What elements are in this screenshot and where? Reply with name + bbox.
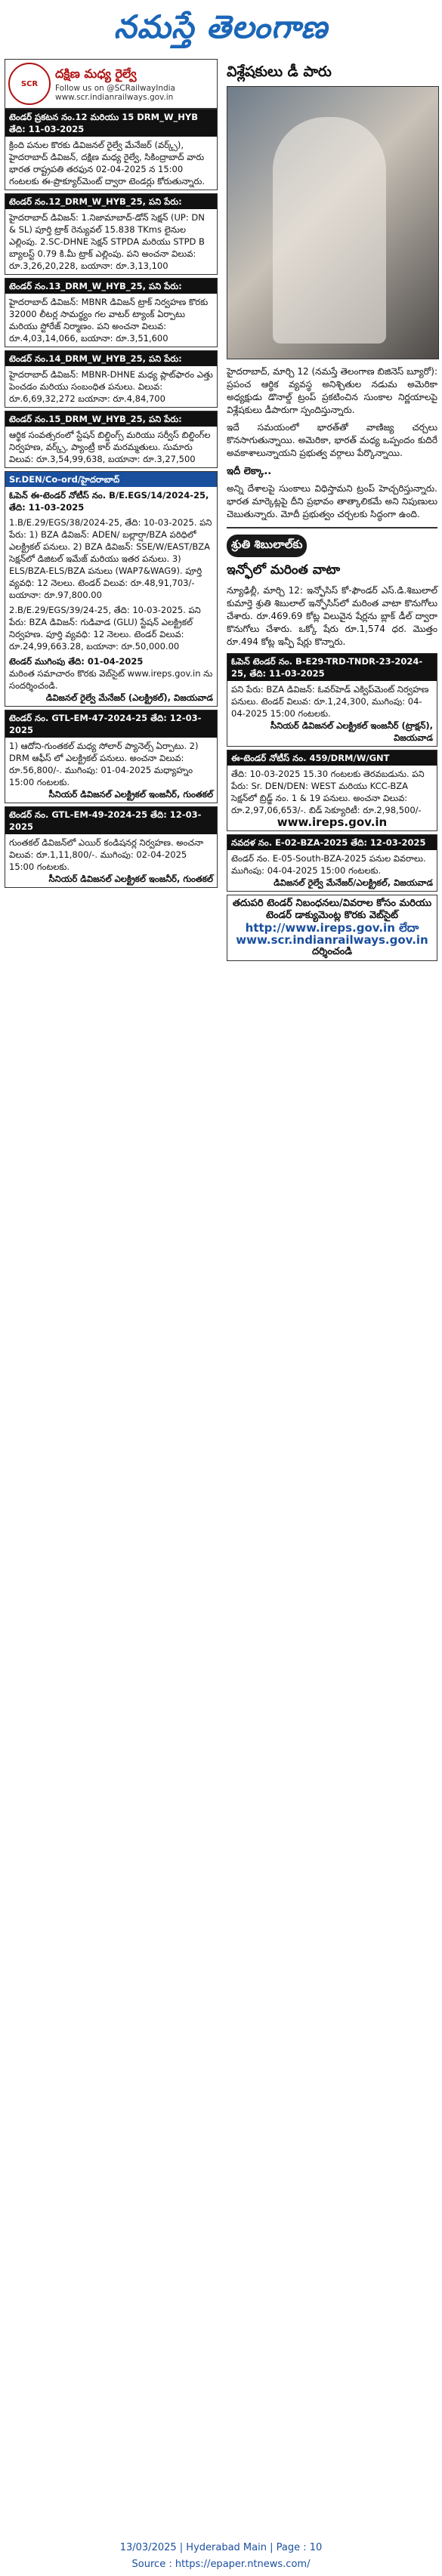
sruthi-body: న్యూఢిల్లీ, మార్చి 12: ఇన్ఫోసిస్ కో-ఫౌండర్ ఎస్.డి.శిబులాల్ కుమార్తె శ్రుతి శిబులాల్ ఇన్ఫోసిస్‌లో మరింత వాటా కొనుగోలు చేశారు. రూ.469.69 కోట్ల విలువైన షేర్లను బ్లాక్ డీల్ ద్వారా కొనుగోలు చేశారు. ఒక్కో షేరు రూ.1,574 ధర. మొత్తం రూ.494 కోట్ల ఇన్ఫీ షేర్లు కొన్నారు. bbox=[227, 585, 437, 647]
railway-org: దక్షిణ మధ్య రైల్వే bbox=[55, 66, 137, 81]
tender-box bbox=[5, 193, 218, 275]
article-subhead: ఇదీ లెక్కా.. bbox=[227, 466, 272, 477]
gnt-text: తేది: 10-03-2025 15.30 గంటలకు తెరవబడును. పని పేరు: Sr. DEN/DEN: WEST మరియు KCC-BZA సెక్షన్‌లో బ్రిడ్జ్ నం. 1 & 19 పనులు. అంచనా విలువ: రూ.2,97,06,653/-. బిడ్ సెక్యూరిటీ: రూ.2,98,500/- bbox=[231, 769, 425, 815]
footer-date: 13/03/2025 | Hyderabad Main | Page : 10 bbox=[119, 2542, 323, 2553]
sr-den-closing: టెండర్ ముగింపు తేది: 01-04-2025 bbox=[9, 656, 144, 667]
page-footer bbox=[0, 2540, 442, 2576]
ebza-text: పని పేరు: BZA డివిజన్: ఓవర్‌హెడ్ ఎక్విప్‌మెంట్ నిర్వహణ పనులు. టెండర్ విలువ: రూ.1,24,300, ముగింపు: 04-04-2025 15:00 గంటలకు. bbox=[231, 684, 429, 719]
tender-box bbox=[5, 350, 218, 408]
article-photo bbox=[227, 86, 439, 359]
tender-text: క్రింది పనుల కొరకు డివిజనల్ రైల్వే మేనేజర్ (వర్క్స్), హైదరాబాద్ డివిజన్, దక్షిణ మధ్య రైల్వే, సికింద్రాబాద్ వారు భారత రాష్ట్రపతి తరఫున 02-04-2025 న 15:00 గంటలకు ఈ-ప్రొక్యూర్‌మెంట్ ద్వారా టెండర్లు కోరుతున్నారు. bbox=[9, 140, 205, 186]
ebza-header: ఓపెన్ టెండర్ నం. B-E29-TRD-TNDR-23-2024-25, తేది: 11-03-2025 bbox=[227, 654, 437, 681]
tender-box bbox=[5, 278, 218, 347]
railway-follow: Follow us on @SCRailwayIndia bbox=[55, 83, 175, 93]
bza2-sign: డివిజనల్ రైల్వే మేనేజర్/ఎలక్ట్రికల్, విజయవాడ bbox=[274, 877, 433, 888]
right-column bbox=[227, 59, 437, 2535]
sr-den-header: Sr.DEN/Co-ord/హైదరాబాద్ bbox=[5, 472, 217, 487]
tender-header: టెండర్ నం.13_DRM_W_HYB_25, పని పేరు: bbox=[5, 279, 217, 294]
article-para: ఇదే సమయంలో భారత్‌తో వాణిజ్య చర్చలు కొనసాగుతున్నాయి. అమెరికా, భారత్ మధ్య ఒప్పందం కుదిరే అవకాశాలున్నాయని ప్రభుత్వ వర్గాలు పేర్కొన్నాయి. bbox=[227, 422, 437, 458]
banner-line: దర్శించండి bbox=[311, 946, 353, 957]
ebza-sign: సీనియర్ డివిజనల్ ఎలక్ట్రికల్ ఇంజనీర్ (ట్రాక్షన్), విజయవాడ bbox=[270, 720, 433, 743]
bza2-box bbox=[227, 834, 437, 892]
article-para: అన్ని దేశాలపై సుంకాలు విధిస్తామని ట్రంప్ హెచ్చరిస్తున్నారు. భారత మార్కెట్లపై దీని ప్రభావం తాత్కాలికమే అని నిపుణులు చెబుతున్నారు. మోదీ ప్రభుత్వం చర్చలకు సిద్ధంగా ఉంది. bbox=[227, 483, 437, 519]
ebza-box bbox=[227, 653, 437, 747]
gtl-sign: సీనియర్ డివిజనల్ ఎలక్ట్రికల్ ఇంజనీర్, గుంతకల్ bbox=[48, 789, 213, 800]
sr-den-sub: ఓపెన్ ఈ-టెండర్ నోటీస్ నం. B/E.EGS/14/2024-25, తేది: 11-03-2025 bbox=[9, 490, 209, 513]
sr-den-item: 2.B/E.29/EGS/39/24-25, తేది: 10-03-2025. పని పేరు: BZA డివిజన్: గుడివాడ (GLU) స్టేషన్ ఎలక్ట్రికల్ నిర్వహణ. పూర్తి వ్యవధి: 12 నెలలు. టెండర్ విలువ: రూ.24,99,663.28, బయానా: రూ.50,000.00 bbox=[9, 605, 201, 652]
gnt-site[interactable]: www.ireps.gov.in bbox=[277, 815, 388, 829]
banner-link[interactable]: http://www.ireps.gov.in లేదా bbox=[245, 921, 419, 935]
bza2-text: టెండర్ నం. E-05-South-BZA-2025 పనుల వివరాలు. ముగింపు: 04-04-2025 15:00 గంటలకు. bbox=[231, 853, 426, 876]
railway-logo-icon: SCR bbox=[8, 63, 51, 105]
sr-den-sign: డివిజనల్ రైల్వే మేనేజర్ (ఎలక్ట్రికల్), విజయవాడ bbox=[45, 692, 213, 703]
tender-box bbox=[5, 411, 218, 468]
tender-header: టెండర్ నం.14_DRM_W_HYB_25, పని పేరు: bbox=[5, 351, 217, 366]
gnt-header: ఈ-టెండర్ నోటీస్ నం. 459/DRM/W/GNT bbox=[227, 750, 437, 766]
gtl-header: టెండర్ నం. GTL-EM-47-2024-25 తేది: 12-03-2025 bbox=[5, 710, 217, 738]
gtl-header: టెండర్ నం. GTL-EM-49-2024-25 తేది: 12-03-2025 bbox=[5, 807, 217, 834]
tender-text: ఆర్థిక సంవత్సరంలో స్టేషన్ బిల్డింగ్స్ మరియు సర్వీస్ బిల్డింగ్‌ల నిర్వహణ, వర్క్స్, ప్యాంట్రీ కార్ మరమ్మతులు. సుమారు విలువ: రూ.3,54,99,638, బయానా: రూ.3,27,500 bbox=[9, 430, 211, 464]
tender-text: హైదరాబాద్ డివిజన్: 1.నిజామాబాద్-డోన్ సెక్షన్ (UP: DN & SL) పూర్తి ట్రాక్ రెన్యువల్ 15.838 TKms లైనుల ఎల్లింపు. 2.SC-DHNE సెక్షన్ STPDA మరియు STPD B బ్యాలస్ట్ 0.79 కి.మీ ట్రాక్ ఎల్లింపు. పని అంచనా విలువ: రూ.3,26,20,228, బయానా: రూ.3,13,100 bbox=[9, 212, 205, 271]
tender-box bbox=[5, 109, 218, 190]
gnt-box bbox=[227, 750, 437, 831]
tender-header: టెండర్ నం.12_DRM_W_HYB_25, పని పేరు: bbox=[5, 194, 217, 209]
masthead bbox=[0, 0, 442, 54]
gtl-box bbox=[5, 806, 218, 888]
banner-box bbox=[227, 895, 437, 961]
banner-line: తదుపరి టెండర్ నిబంధనలు/వివరాల కోసం మరియు టెండర్ డాక్యుమెంట్ల కొరకు వెబ్‌సైట్ bbox=[232, 898, 432, 921]
article-para: హైదరాబాద్, మార్చి 12 (నమస్తే తెలంగాణ బిజినెస్ బ్యూరో): ప్రపంచ ఆర్థిక వ్యవస్థ అనిశ్చితుల నడుమ అమెరికా అధ్యక్షుడు డొనాల్డ్ ట్రంప్ ప్రకటించిన సుంకాల నిర్ణయాలపై విశ్లేషకులు డీపారుగా స్పందిస్తున్నారు. bbox=[227, 366, 437, 415]
gtl-sign: సీనియర్ డివిజనల్ ఎలక్ట్రికల్ ఇంజనీర్, గుంతకల్ bbox=[48, 874, 213, 884]
sr-den-footer: మరింత సమాచారం కొరకు వెబ్‌సైట్ www.ireps.gov.in ను సందర్శించండి. bbox=[9, 668, 213, 691]
railway-site[interactable]: www.scr.indianrailways.gov.in bbox=[55, 92, 174, 102]
tender-text: హైదరాబాద్ డివిజన్: MBNR-DHNE మధ్య ప్లాట్‌ఫారం ఎత్తు పెంచడం మరియు సంబంధిత పనులు. విలువ: రూ.6,69,32,272 బయానా: రూ.4,84,700 bbox=[9, 369, 213, 404]
sruthi-title: శ్రుతి శిబులాల్‌కు bbox=[227, 535, 307, 557]
railway-header bbox=[5, 59, 218, 109]
left-column bbox=[5, 59, 218, 2535]
gtl-box bbox=[5, 710, 218, 803]
sruthi-subtitle: ఇన్ఫోలో మరింత వాటా bbox=[227, 562, 341, 578]
footer-source[interactable]: Source : https://epaper.ntnews.com/ bbox=[131, 2559, 311, 2570]
banner-link[interactable]: www.scr.indianrailways.gov.in bbox=[236, 933, 428, 947]
gtl-text: గుంతకల్ డివిజన్‌లో ఎయిర్ కండిషనర్ల నిర్వహణ. అంచనా విలువ: రూ.1,11,800/-. ముగింపు: 02-04-2025 15:00 గంటలకు. bbox=[9, 837, 204, 872]
article-kicker: విశ్లేషకులు డీ పారు bbox=[227, 63, 332, 80]
gtl-text: 1) ఆదోని-గుంతకల్ మధ్య సోలార్ ప్యానెల్స్ ఏర్పాటు. 2) DRM ఆఫీస్ లో ఎలక్ట్రికల్ పనులు. అంచనా విలువ: రూ.56,800/-. ముగింపు: 01-04-2025 మధ్యాహ్నం 15:00 గంటలకు. bbox=[9, 741, 199, 787]
sr-den-box bbox=[5, 471, 218, 707]
newspaper-title: నమస్తే తెలంగాణ bbox=[113, 8, 329, 45]
bza2-header: నవదళ నం. E-02-BZA-2025 తేది: 12-03-2025 bbox=[227, 835, 437, 850]
tender-header: టెండర్ ప్రకటన నం.12 మరియు 15 DRM_W_HYB తేది: 11-03-2025 bbox=[5, 109, 217, 137]
sr-den-item: 1.B/E.29/EGS/38/2024-25, తేది: 10-03-2025. పని పేరు: 1) BZA డివిజన్: ADEN/ బల్లార్షా/BZA పరిధిలో ఎలక్ట్రికల్ పనులు. 2) BZA డివిజన్: SSE/W/EAST/BZA సెక్షన్‌లో డిజిటల్ ఇమేజ్ మరియు ఇతర పనులు. 3) ELS/BZA-ELS/BZA పనులు (WAP7&WAG9). పూర్తి వ్యవధి: 12 నెలలు. టెండర్ విలువ: రూ.48,91,703/- బయానా: రూ.97,800.00 bbox=[9, 517, 212, 600]
tender-text: హైదరాబాద్ డివిజన్: MBNR డివిజన్ ట్రాక్ నిర్వహణ కొరకు 32000 లీటర్ల సామర్థ్యం గల వాటర్ ట్యాంక్ ఏర్పాటు మరియు స్టోరేజ్ నిర్మాణం. పని అంచనా విలువ: రూ.4,03,14,066, బయానా: రూ.3,51,600 bbox=[9, 297, 209, 344]
tender-header: టెండర్ నం.15_DRM_W_HYB_25, పని పేరు: bbox=[5, 411, 217, 427]
